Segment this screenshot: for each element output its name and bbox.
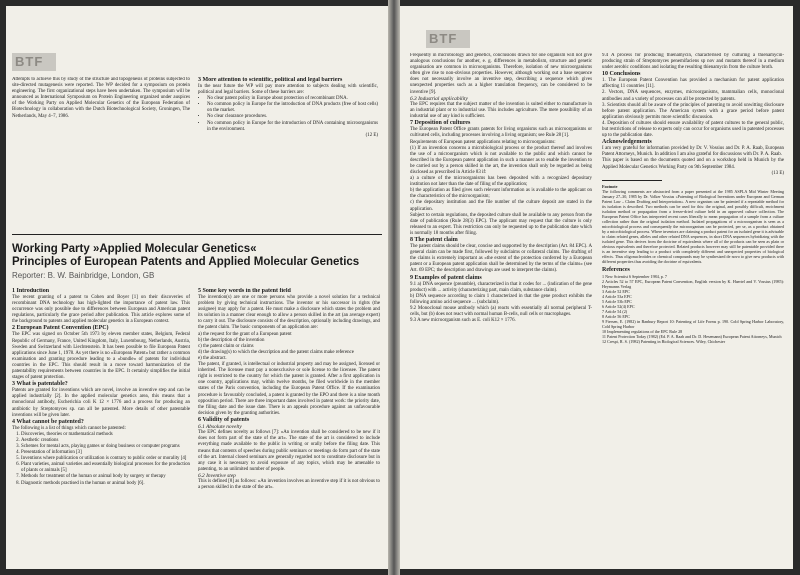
section-text: The EPC requires that the subject matter of the invention is suited either to manufacture in an industrial plant or to industrial use. This includes agriculture. The mere possibility of an industrial use of any kind is sufficient. bbox=[410, 102, 592, 120]
barriers-lead: In the near future the WP will pay more attention to subjects dealing with scientific, political and legal barriers. Some of these barriers are: bbox=[198, 84, 378, 96]
list-item: • No common policy in Europe for the introduction of DNA containing microorganisms in the environment. bbox=[207, 121, 378, 133]
right-column-2 bbox=[602, 53, 784, 567]
list-item: 4. Presentation of information [3] bbox=[21, 450, 190, 456]
reference-item: 12 Crespi, R. S. (1982) Patenting in Biological Sciences. Wiley, Chichester bbox=[602, 338, 726, 344]
list-item: c) the patent claim or claims bbox=[198, 343, 254, 349]
section-text: The following is a list of things which cannot be patented: bbox=[12, 425, 126, 431]
references-list bbox=[602, 274, 784, 344]
section-heading: 8 The patent claim bbox=[410, 237, 458, 244]
list-item: 2. Aesthetic creations bbox=[21, 438, 190, 444]
intro-paragraph bbox=[12, 77, 190, 163]
right-page bbox=[400, 6, 793, 569]
section-text: 2. Vectors, DNA sequences, enzymes, microorganisms, mammalian cells, monoclonal antibodies and a variety of processes can all be protected by patents. bbox=[602, 90, 784, 102]
section-text: Subject to certain regulations, the deposited culture shall be available to any person from the date of publication (Rule 28(3) EPC). The applicant may request that the culture is only released to an expert. This restriction can only be requested up to the publication date which is normally 18 months after filing. bbox=[410, 212, 592, 236]
reference-item: 4 Article 53a EPC bbox=[602, 293, 632, 299]
book-gutter bbox=[388, 0, 400, 575]
btf-logo: BTF bbox=[12, 53, 56, 71]
title-line-2: Principles of European Patents and Applied Molecular Genetics bbox=[12, 256, 360, 268]
list-item: • No clear patent policy in Europe about protection of recombinant DNA. bbox=[207, 96, 378, 102]
reference-item: 1 New Scientist 6 September 1984, p. 7 bbox=[602, 273, 667, 279]
section-heading: 3 What is patentable? bbox=[12, 381, 68, 388]
reference-item: 3 Article 52 EPC bbox=[602, 288, 630, 294]
section-text: The European Patent Office grants patents for living organisms such as microorganisms or cultivated cells, including processes involving a living organism; see Rule 28 [1]. bbox=[410, 127, 592, 139]
subsection-heading: 6.1 Absolute novelty bbox=[198, 423, 242, 430]
section-text: The recent granting of a patent to Cohen and Boyer [1] on their discoveries of recombinant DNA technology has high-lighted the importance of patent law. This occurrence was only possible due to differences between European and American patent regulations, particularly the grace period after publication. This article explores some of the background to patents and applied molecular genetics in a European context. bbox=[12, 295, 190, 325]
section-text: This is defined [8] as follows: »An invention involves an inventive step if it is not obvious to a person skilled in the state of the art«. bbox=[198, 479, 380, 491]
barriers-sign: (12 E) bbox=[365, 132, 378, 138]
list-item: • No common policy in Europe for the introduction of DNA products (free of host cells) on the market. bbox=[207, 102, 378, 114]
barriers-section bbox=[198, 77, 378, 173]
article-title bbox=[12, 243, 382, 269]
reference-item: 2 Articles 52 to 57 EPC, European Patent Convention, English version by K. Haertel and V. Vossius (1985): Heymanns Verlag bbox=[602, 278, 784, 289]
list-item: 8. Diagnostic methods practised in the human or animal body [6]. bbox=[21, 481, 190, 487]
list-item: 6. Plant varieties, animal varieties and essentially biological processes for the production of plants or animals [5] bbox=[21, 462, 190, 474]
section-text: Patents are granted for inventions which are novel, involve an inventive step and can be applied industrially [2]. In the applied molecular genetics area, this means that a monoclonal antibody, Escherichia coli K 12 × 1776 and a process for producing an antibiotic by Streptomyces sp. can all be patented. More details of other patentable inventions will be given later. bbox=[12, 388, 190, 418]
section-text: 9.1 a) DNA sequence (preamble), characterized in that it codes for ... (indication of the gene product) with ... activity (characterizing part, main claim, substance claim). bbox=[410, 281, 592, 293]
section-text: a) a culture of the microorganisms has been deposited with a recognized depositary institution not later than the date of filing of the application; bbox=[410, 176, 592, 188]
section-heading: Acknowledgements bbox=[602, 139, 652, 146]
section-text: Frequently in microbiology and genetics, conclusions drawn for one organism will not give analogous conclusions for another, e. g. differences in metabolism, structure and genetic organisation are common in microorganisms. Therefore, isolation of new microorganisms often give rise to non-obvious properties. However, although working out a base sequence does not necessarily involve an inventive step, describing a sequence which gives unexpected properties such as a higher translation frequency, can be considered to be inventive [9]. bbox=[410, 53, 592, 95]
reference-item: 8 Article 56 EPC bbox=[602, 313, 630, 319]
section-text: c) the depositary institution and the file number of the culture deposit are stated in the application. bbox=[410, 200, 592, 212]
article-column-2 bbox=[198, 288, 380, 568]
subsection-heading: 6.3 Industrial applicability bbox=[410, 95, 468, 102]
list-item: 5. Inventions where publication or utilization is contrary to public order or morality [4] bbox=[21, 456, 190, 462]
section-text: 3. Scientists should all be aware of the principles of patenting to avoid unwitting disclosure before patent application. The American system with a grace period before patent application obviously permits more scientific discussion. bbox=[602, 102, 784, 120]
references-heading: References bbox=[602, 266, 630, 273]
section-text: The patent claims should be clear, concise and supported by the description (Art. 84 EPC). A general claim can be made first, followed by subclaims or collateral claims. The drafting of the claims is extremely important as »the extent of the protection conferred by a European patent or a European patent application shall be determined by the terms of the claims« (see Art. 69 EPC; the description and drawings are used to interpret the claims). bbox=[410, 244, 592, 274]
section-text: The EPC defines novelty as follows [7]: »An invention shall be considered to be new if it does not form part of the state of the art«. The state of the art is considered to include everything made available to the public in writing or orally before the filing date. This means that contents of speeches during public seminars or meetings do form part of the state of the art. Internal closed seminars are generally regarded not to constitute disclosure but in any case it is necessary to avoid exposure of any topics, which may be amenable to patenting, to an unlimited number of people. bbox=[198, 430, 380, 472]
section-text: The EPC was signed on October 5th 1973 by eleven member states, Belgium, Federal Republic of Germany, France, United Kingdom, Italy, Luxembourg, Netherlands, Austria, Sweden and Switzerland with Liechtenstein. It has been possible to file European Patent applications since June 1, 1978. As yet there is no »European Patent« but rather a common examination and granting procedure leading to a »bundle« of patents for individual countries in the EPC. This should result in a move toward harmonization of the patentability requirements between countries in the EPC. It certainly simplifies the initial stages of patent protection. bbox=[12, 332, 190, 381]
list-item: a) the request for the grant of a European patent bbox=[198, 331, 292, 337]
list-item: 1. Discoveries, theories or mathematical methods bbox=[21, 432, 190, 438]
reference-item: 5 Article 53b EPC bbox=[602, 298, 632, 304]
not-patentable-list bbox=[12, 432, 190, 487]
subsection-heading: 6.2 Inventive step bbox=[198, 472, 236, 479]
section-heading: 2 European Patent Convention (EPC) bbox=[12, 325, 109, 332]
list-item: b) the description of the invention bbox=[198, 337, 265, 343]
section-text: 9.2 Monoclonal mouse antibody which (a) reacts with essentially all normal peripheral T-cells, but (b) does not react with normal human B-cells, null cells or macrophages. bbox=[410, 305, 592, 317]
barriers-heading: 3 More attention to scientific, political and legal barriers bbox=[198, 77, 343, 83]
section-heading: 7 Deposition of cultures bbox=[410, 120, 471, 127]
section-text: b) the application as filed gives such relevant information as is available to the applicant on the characteristics of the microorganism; bbox=[410, 188, 592, 200]
section-text: I am very grateful for information provided by Dr. V. Vossius and Dr. P. A. Raab, European Patent Attorneys, Munich. In addition I am also grateful for discussions with Dr. P. A. Raab. bbox=[602, 146, 784, 158]
section-divider bbox=[12, 234, 382, 235]
btf-logo: BTF bbox=[426, 30, 470, 48]
list-item: 7. Methods for treatment of the human or animal body by surgery or therapy bbox=[21, 474, 190, 480]
footnote-divider bbox=[602, 180, 662, 181]
section-text: 4. Deposition of cultures should ensure availability of patent cultures to the general public, but restrictions of release to experts only can occur for organisms used in patented processes up to the publication date. bbox=[602, 120, 784, 139]
reference-item: 10 Implementing regulations of the EPC Rule 28 bbox=[602, 328, 683, 334]
section-text: b) DNA sequence according to claim 1 characterized in that the gene product exhibits the following amino acid sequence ... (subclaim). bbox=[410, 293, 592, 305]
section-heading: 1 Introduction bbox=[12, 288, 50, 294]
left-page bbox=[6, 6, 388, 569]
footnote-heading: Footnote bbox=[602, 183, 618, 189]
article-author: Reporter: B. W. Bainbridge, London, GB bbox=[12, 271, 155, 280]
reference-item: 11 Patent Protection Today (1982) (Ed. P. A. Raab and Dr. D. Hesemann) European Patent Attorneys, Munich bbox=[602, 333, 782, 339]
title-line-1: Working Party »Applied Molecular Genetics« bbox=[12, 243, 257, 255]
section-text: 1. The European Patent Convention has provided a mechanism for patent application affecting 11 countries [11]. bbox=[602, 78, 784, 90]
list-item: e) the abstract. bbox=[198, 355, 227, 361]
section-text: The patent, if granted, is intellectual or industrial property and may be assigned, licensed or inherited. The licensee must pay a nonexclusive or sole license to the licensee. The patent right is restricted to the country for which the patent is granted. After a first application in one country, applications may, within twelve months, be filed worldwide in the member states of the Paris convention, including the European Patent Office. If the examination procedure is favourably concluded, a patent is granted by the EPO and there is a nine month opposition period. There are three important dates involved in patent work: the priority date, the filing date and the issue date. There is an appeals procedure against an unfavourable decision given by the granting authorities. bbox=[198, 362, 380, 416]
right-column-1 bbox=[410, 53, 592, 567]
section-heading: 4 What cannot be patented? bbox=[12, 418, 84, 425]
section-text: Requirements of European patent applications relating to microorganisms: bbox=[410, 139, 556, 145]
section-text: (1) If an invention concerns a microbiological process or the product thereof and involves the use of a microorganism which is not available to the public and which cannot be described in the European patent application in such a manner as to enable the invention to be carried out by a person skilled in the art, the invention shall only be regarded as being disclosed as prescribed in Article 83 if: bbox=[410, 145, 592, 175]
section-text: This paper is based on the documents quoted and on a workshop held in Munich by the Applied Molecular Genetics Working Party on 9th September 1984. bbox=[602, 158, 784, 170]
section-heading: 10 Conclusions bbox=[602, 71, 641, 78]
section-text: The invention(s) are one or more persons who provide a novel solution for a technical problem by giving technical instructions. The inventor or his successor in rights (the assignee) may apply for a patent. He must make a disclosure which states the problem and its solution in a manner clear enough to allow a person skilled in the art (an average expert) to carry it out. The disclosure consists of the description, optionally including drawings, and the patent claim. The basic components of an application are: bbox=[198, 295, 380, 331]
list-item: 3. Schemes for mental acts, playing games or doing business or computer programs bbox=[21, 444, 190, 450]
section-heading: 6 Validity of patents bbox=[198, 416, 250, 423]
list-item: d) the drawing(s) to which the description and the patent claims make reference bbox=[198, 349, 354, 355]
list-item: • No clear clearance procedures. bbox=[207, 114, 378, 120]
section-heading: 5 Some key words in the patent field bbox=[198, 288, 291, 294]
reference-item: 7 Article 54 (2) bbox=[602, 308, 628, 314]
footnote-text: The following comments are abstracted from a paper presented at the 1985 ASPLA Mid Winter Meeting January 27–30, 1985 by Dr. Volker Vossius »Patenting of Biological Inventions under European and German Patent Law – Claim Drafting and Interpretation«. A new organism can be patented if a repeatable method for its isolation is described. Two methods can be used for this: the original, and possibly difficult, enrichment isolation method or propagation from a freeze-dried culture held in an approved culture collection. The European Patent Office has interpreted recent cases liberally to mean propagation of a sample from a culture collection rather than the original isolation method. Isolated propagations of a microorganism is seen as a microbiological process and consequently the microorganism can be protected, per se, as a product obtained by a microbiological process. Where inventors are claiming a product patent for an isolated gene it is advisable to claim related genes, alleles and other related DNA sequences, in short DNA sequences hybridizing with the isolated gene. This derives from the doctrine of equivalents where all of the products can be seen as plain or obvious equivalents and therefore protected. Related products however may still be patentable provided there is an inventive step leading to a product with completely different and unexpected properties of biological effects. Thus oligonucleotides or chemical compounds may be synthesized de novo to give new products with different properties thus avoiding the doctrine of equivalents. bbox=[602, 188, 784, 264]
intro-text: Attempts to achieve this by study of the structure and topogenesis of proteins subjected to site-directed mutagenesis were reported. The WP decided for a symposium on protein engineering. The first organizational steps have been undertaken. The symposium will be announced as International Symposium on Protein Engineering organized under auspices of the Working Party on Applied Molecular Genetics of the European Federation of Biotechnology in collaboration with the Dutch Biotechnological Society, Groningen, The Netherlands, May 4–7, 1986. bbox=[12, 77, 190, 119]
section-heading: 9 Examples of patent claims bbox=[410, 274, 482, 281]
section-text: 9.3 A new microorganism such as E. coli K12 × 1776. bbox=[410, 318, 516, 324]
reference-item: 6 Article 52(4) EPC bbox=[602, 303, 635, 309]
section-text: 9.4 A process for producing thienamycin, characterised by culturing a thienamycin-producing strain of Streptomyces penemifaciens sp nov and mutants thereof in a medium under aerobic conditions and isolating the resulting thienamycin from the culture broth. bbox=[602, 53, 784, 71]
reference-item: 9 Fiersen, E. (1982) in Banbury Report 10: Patenting of Life Forms p. 190. Cold Spring Harbor Laboratory, Cold Spring Harbor bbox=[602, 318, 784, 329]
barriers-list bbox=[198, 96, 378, 133]
article-column-1 bbox=[12, 288, 190, 568]
article-sign: (13 E) bbox=[771, 170, 784, 176]
